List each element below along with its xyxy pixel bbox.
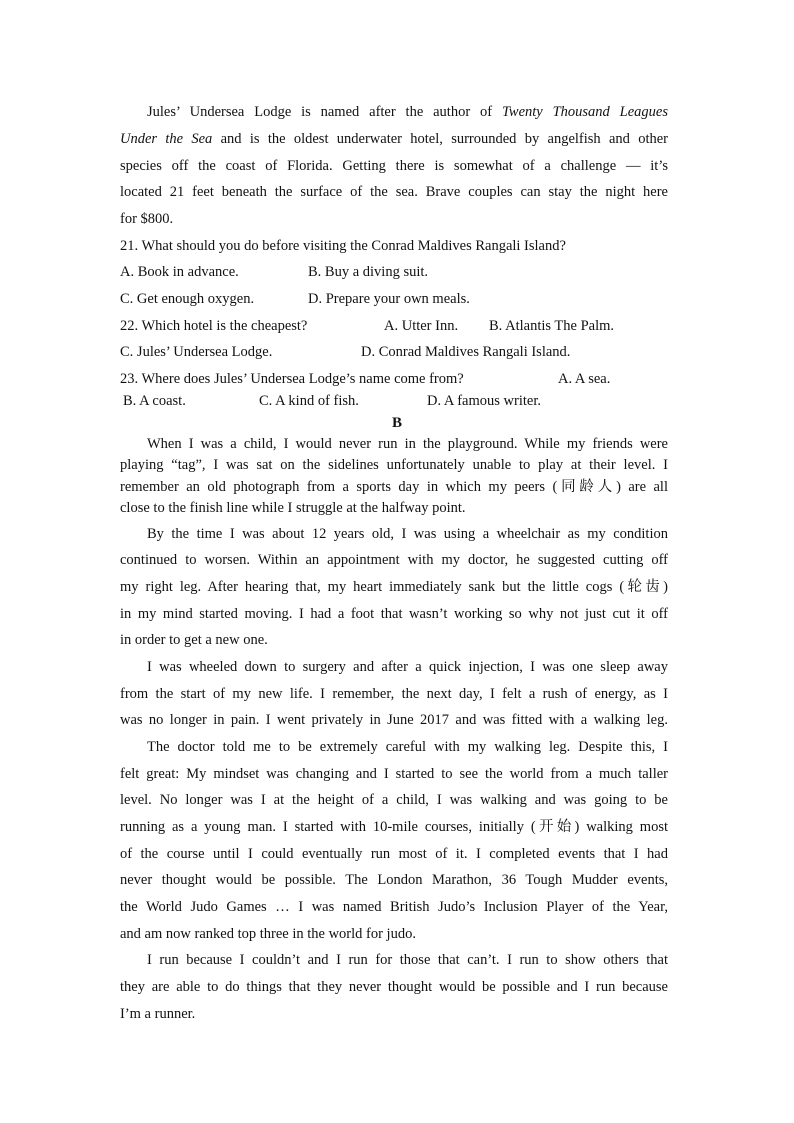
question-21-stem: 21. What should you do before visiting the Conrad Maldives Rangali Island? (120, 238, 566, 254)
question-22-option-b[interactable]: B. Atlantis The Palm. (489, 318, 614, 334)
passage-a-line-2 (120, 130, 668, 148)
book-title: Under the Sea (120, 131, 213, 147)
b-p4-line-2: felt great: My mindset was changing and I started to see the world from a much taller (120, 766, 668, 782)
b-p3-line-1: I was wheeled down to surgery and after a quick injection, I was one sleep away (147, 659, 668, 675)
b-p2-line-5: in order to get a new one. (120, 632, 268, 648)
b-p2-line-1: By the time I was about 12 years old, I was using a wheelchair as my condition (147, 526, 668, 542)
b-p1-line-3: remember an old photograph from a sports day in which my peers (同龄人) are all (120, 479, 668, 495)
b-p1-line-4: close to the finish line while I struggle at the halfway point. (120, 500, 466, 516)
b-p3-line-3: was no longer in pain. I went privately in June 2017 and was fitted with a walking leg. (120, 712, 668, 728)
passage-a-line-4: located 21 feet beneath the surface of the sea. Brave couples can stay the night here (120, 184, 668, 200)
question-21-option-c[interactable]: C. Get enough oxygen. (120, 291, 255, 307)
passage-a-line-5: for $800. (120, 211, 174, 227)
passage-a-line-1 (147, 103, 668, 121)
question-22-option-a[interactable]: A. Utter Inn. (384, 318, 459, 334)
b-p4-line-7: the World Judo Games … I was named British Judo’s Inclusion Player of the Year, (120, 899, 668, 915)
question-21-option-d[interactable]: D. Prepare your own meals. (308, 291, 470, 307)
question-23-option-a[interactable]: A. A sea. (558, 371, 611, 387)
b-p2-line-2: continued to worsen. Within an appointment with my doctor, he suggested cutting off (120, 552, 668, 568)
b-p3-line-2: from the start of my new life. I remember, the next day, I felt a rush of energy, as I (120, 686, 668, 702)
question-22-stem: 22. Which hotel is the cheapest? (120, 318, 308, 334)
question-23-option-b[interactable]: B. A coast. (123, 393, 186, 409)
question-23-option-d[interactable]: D. A famous writer. (427, 393, 541, 409)
b-p4-line-6: never thought would be possible. The London Marathon, 36 Tough Mudder events, (120, 872, 668, 888)
question-22-option-d[interactable]: D. Conrad Maldives Rangali Island. (361, 344, 571, 360)
passage-a-text: Jules’ Undersea Lodge is named after the author of (147, 104, 502, 120)
question-21-option-a[interactable]: A. Book in advance. (120, 264, 239, 280)
passage-a-line-3: species off the coast of Florida. Getting there is somewhat of a challenge — it’s (120, 158, 668, 174)
b-p4-line-1: The doctor told me to be extremely careful with my walking leg. Despite this, I (147, 739, 668, 755)
book-title: Twenty Thousand Leagues (501, 104, 668, 120)
question-21-option-b[interactable]: B. Buy a diving suit. (308, 264, 429, 280)
b-p1-line-2: playing “tag”, I was sat on the sidelines unfortunately unable to play at their level. I (120, 457, 668, 473)
b-p5-line-3: I’m a runner. (120, 1006, 196, 1022)
b-p4-line-8: and am now ranked top three in the world for judo. (120, 926, 416, 942)
b-p2-line-3: my right leg. After hearing that, my heart immediately sank but the little cogs (轮齿) (120, 579, 668, 595)
question-23-stem: 23. Where does Jules’ Undersea Lodge’s name come from? (120, 371, 464, 387)
section-b-title: B (391, 415, 402, 431)
b-p5-line-2: they are able to do things that they never thought would be possible and I run because (120, 979, 668, 995)
b-p2-line-4: in my mind started moving. I had a foot that wasn’t working so why not just cut it off (120, 606, 668, 622)
question-23-option-c[interactable]: C. A kind of fish. (259, 393, 359, 409)
question-22-option-c[interactable]: C. Jules’ Undersea Lodge. (120, 344, 273, 360)
b-p4-line-4: running as a young man. I started with 10-mile courses, initially (开始) walking most (120, 819, 668, 835)
b-p5-line-1: I run because I couldn’t and I run for those that can’t. I run to show others that (147, 952, 668, 968)
b-p4-line-3: level. No longer was I at the height of a child, I was walking and was going to be (120, 792, 668, 808)
passage-a-text: and is the oldest underwater hotel, surrounded by angelfish and other (212, 131, 669, 147)
b-p4-line-5: of the course until I could eventually run most of it. I completed events that I had (120, 846, 668, 862)
b-p1-line-1: When I was a child, I would never run in the playground. While my friends were (147, 436, 668, 452)
